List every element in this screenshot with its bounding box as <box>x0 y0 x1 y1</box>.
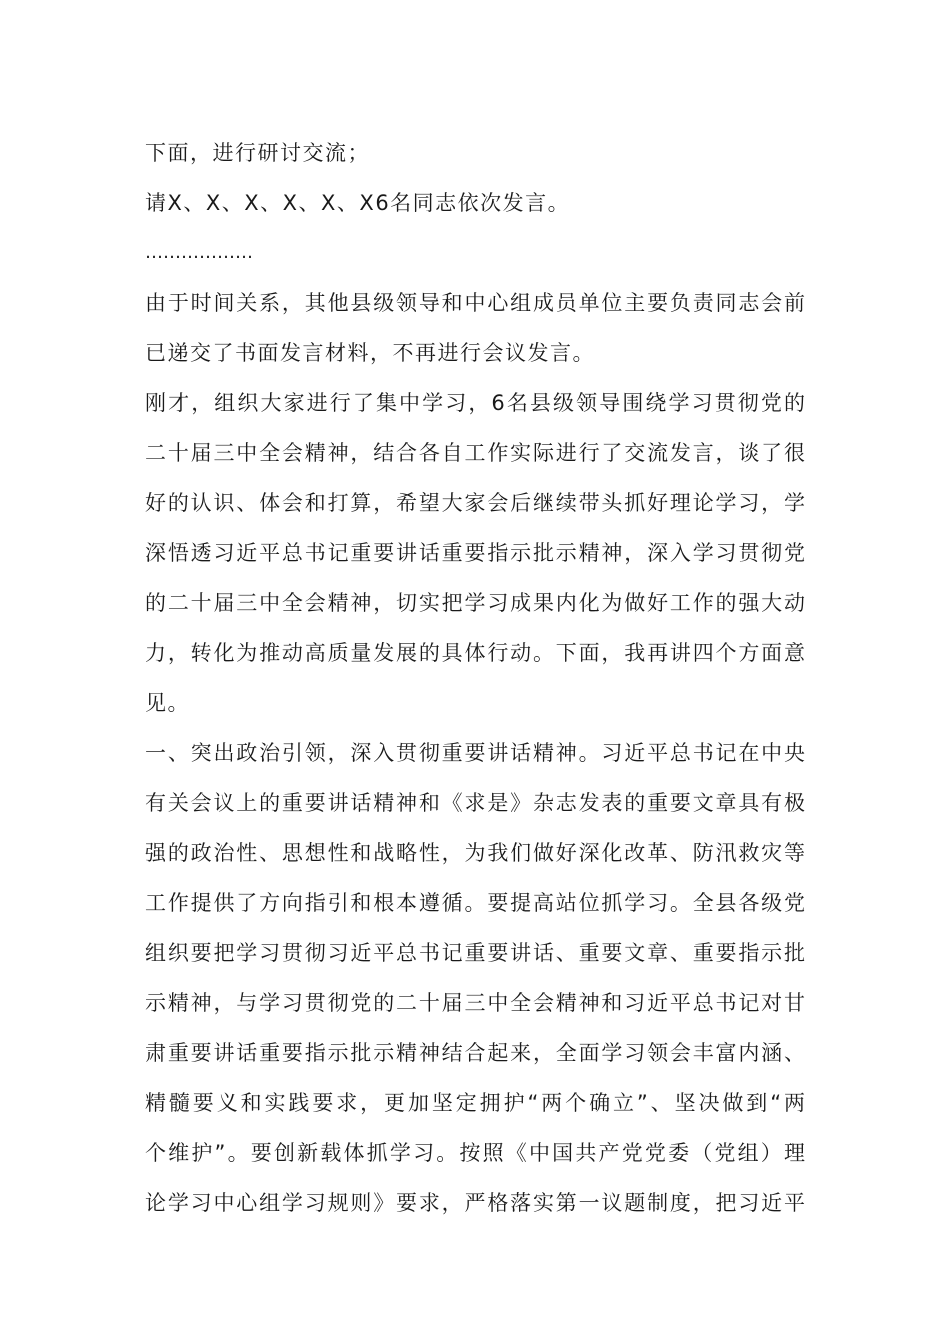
text-line: 深悟透习近平总书记重要讲话重要指示批示精神，深入学习贯彻党 <box>145 541 805 565</box>
text-line: 论学习中心组学习规则》要求，严格落实第一议题制度，把习近平 <box>145 1191 805 1215</box>
text-line: 力，转化为推动高质量发展的具体行动。下面，我再讲四个方面意 <box>145 641 805 665</box>
text-line: 工作提供了方向指引和根本遵循。要提高站位抓学习。全县各级党 <box>145 891 805 915</box>
text-line: 示精神，与学习贯彻党的二十届三中全会精神和习近平总书记对甘 <box>145 991 805 1015</box>
text-line: 个维护”。要创新载体抓学习。按照《中国共产党党委（党组）理 <box>145 1141 805 1165</box>
text-line: 强的政治性、思想性和战略性，为我们做好深化改革、防汛救灾等 <box>145 841 805 865</box>
ellipsis-separator: ……………… <box>145 242 253 263</box>
text-line: 见。 <box>145 691 190 715</box>
text-line: 的二十届三中全会精神，切实把学习成果内化为做好工作的强大动 <box>145 591 805 615</box>
text-line: 由于时间关系，其他县级领导和中心组成员单位主要负责同志会前 <box>145 291 805 315</box>
text-line: 下面，进行研讨交流； <box>145 141 370 165</box>
text-line: 一、突出政治引领，深入贯彻重要讲话精神。习近平总书记在中央 <box>145 741 805 765</box>
document-body <box>145 128 805 1228</box>
text-line: 刚才，组织大家进行了集中学习，6名县级领导围绕学习贯彻党的 <box>145 391 805 415</box>
text-line: 好的认识、体会和打算，希望大家会后继续带头抓好理论学习，学 <box>145 491 805 515</box>
text-line: 有关会议上的重要讲话精神和《求是》杂志发表的重要文章具有极 <box>145 791 805 815</box>
text-line: 精髓要义和实践要求，更加坚定拥护“两个确立”、坚决做到“两 <box>145 1091 805 1115</box>
text-line: 已递交了书面发言材料，不再进行会议发言。 <box>145 341 595 365</box>
text-line: 组织要把学习贯彻习近平总书记重要讲话、重要文章、重要指示批 <box>145 941 805 965</box>
text-line: 肃重要讲话重要指示批示精神结合起来，全面学习领会丰富内涵、 <box>145 1041 805 1065</box>
text-line: 二十届三中全会精神，结合各自工作实际进行了交流发言，谈了很 <box>145 441 805 465</box>
text-line: 请X、X、X、X、X、X6名同志依次发言。 <box>145 191 571 215</box>
